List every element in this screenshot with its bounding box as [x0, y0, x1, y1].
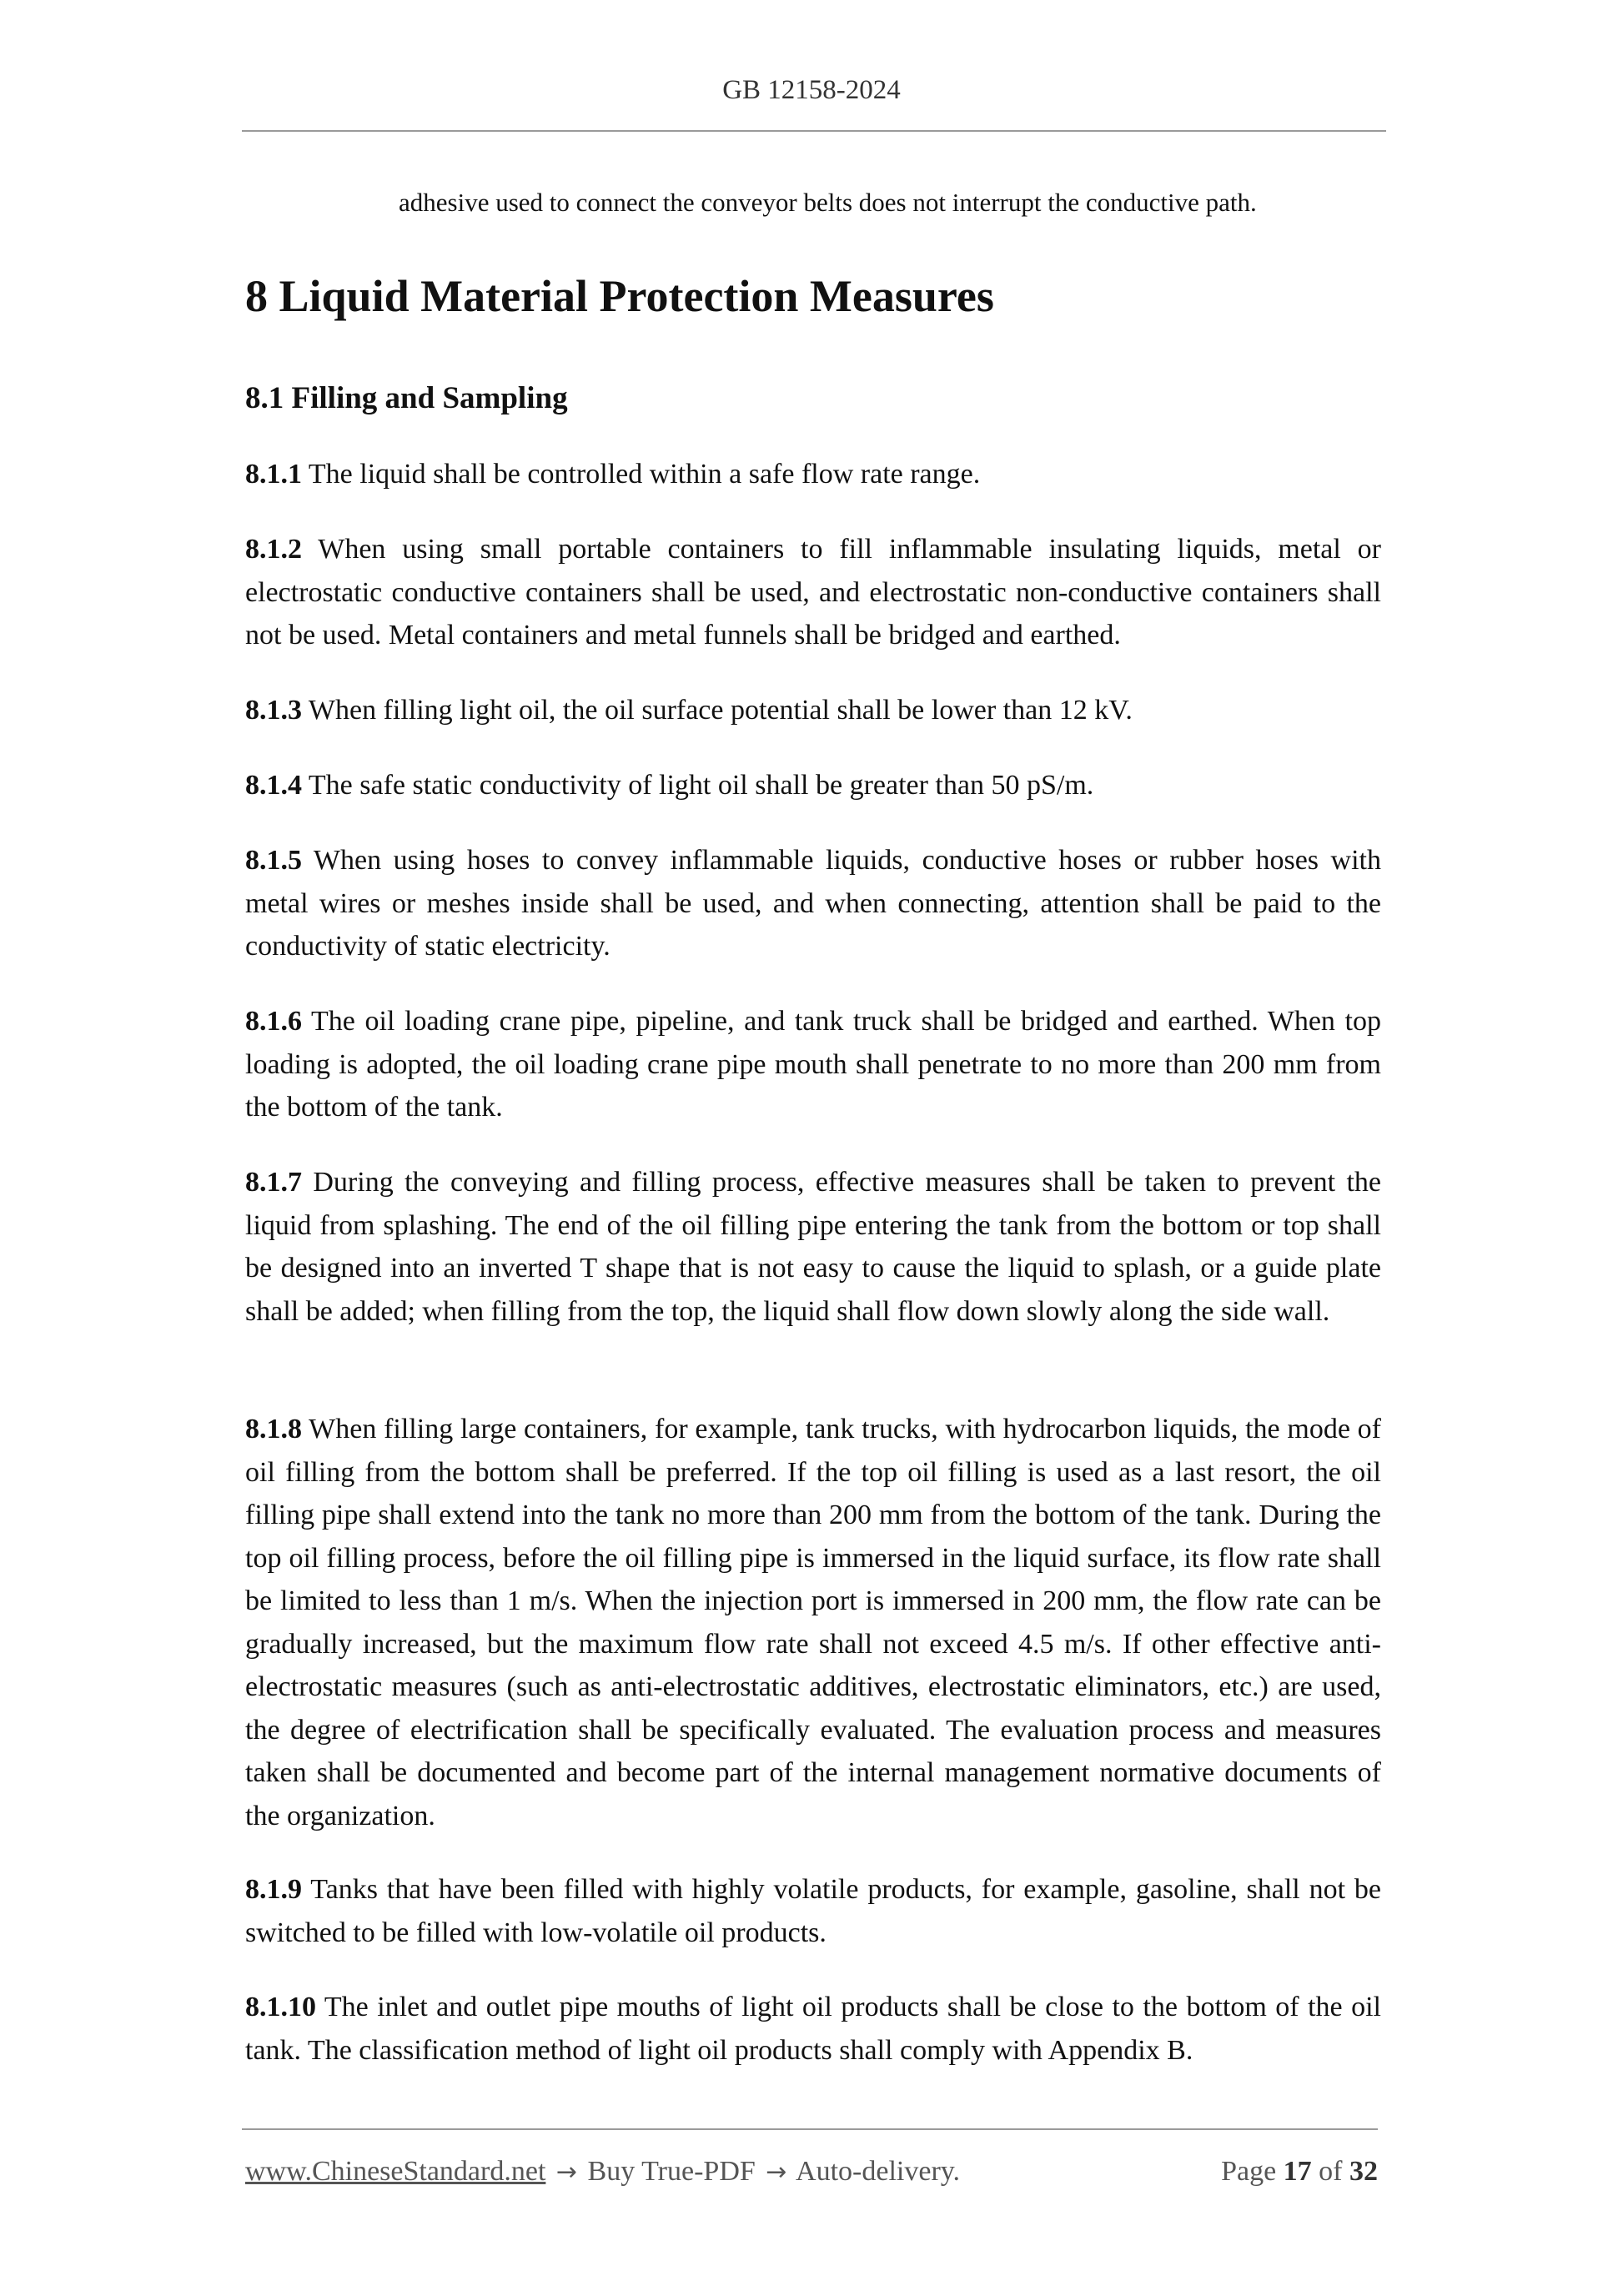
clause-number: 8.1.10: [245, 1992, 316, 2022]
buy-true-pdf-text: Buy True-PDF: [587, 2156, 756, 2187]
of-label: of: [1319, 2156, 1343, 2187]
clause-8-1-8: [245, 1408, 1381, 1837]
clause-text: When filling light oil, the oil surface potential shall be lower than 12 kV.: [308, 695, 1133, 726]
clause-text: The oil loading crane pipe, pipeline, and tank truck shall be bridged and earthed. When top loading is adopted, the oil loading crane pipe mouth shall penetrate to no more than 200 mm from the bottom of the tank.: [245, 1006, 1382, 1123]
clause-number: 8.1.3: [245, 695, 302, 726]
clause-8-1-4: [245, 764, 1381, 807]
clause-text: When using small portable containers to fill inflammable insulating liquids, metal or electrostatic conductive containers shall be used, and electrostatic non-conductive containers shall not be used. Metal containers and metal funnels shall be bridged and earthed.: [245, 534, 1382, 651]
arrow-right-icon: →: [766, 2158, 787, 2187]
document-header-title: GB 12158-2024: [722, 75, 901, 105]
clause-text: When filling large containers, for example, tank trucks, with hydrocarbon liquids, the mode of oil filling from the bottom shall be preferred. If the top oil filling is used as a last resort, the oil filling pipe shall extend into the tank no more than 200 mm from the bottom of the tank. During the top oil filling process, before the oil filling pipe is immersed in the liquid surface, its flow rate shall be limited to less than 1 m/s. When the injection port is immersed in 200 mm, the flow rate can be gradually increased, but the maximum flow rate shall not exceed 4.5 m/s. If other effective anti-electrostatic measures (such as anti-electrostatic additives, electrostatic eliminators, etc.) are used, the degree of electrification shall be specifically evaluated. The evaluation process and measures taken shall be documented and become part of the internal management normative documents of the organization.: [245, 1414, 1381, 1831]
clause-text: Tanks that have been filled with highly volatile products, for example, gasoline, shall not be switched to be filled with low-volatile oil products.: [245, 1874, 1381, 1948]
clause-text: The safe static conductivity of light oil shall be greater than 50 pS/m.: [308, 770, 1094, 801]
clause-8-1-10: [245, 1986, 1381, 2072]
footer-promo: [245, 2156, 960, 2188]
clause-text: The liquid shall be controlled within a safe flow rate range.: [308, 459, 981, 490]
clause-8-1-3: [245, 689, 1381, 732]
total-pages: 32: [1349, 2156, 1378, 2187]
header-divider: [242, 130, 1386, 132]
clause-text: When using hoses to convey inflammable liquids, conductive hoses or rubber hoses with metal wires or meshes inside shall be used, and when connecting, attention shall be paid to the conductivity of static electricity.: [245, 845, 1381, 962]
clause-number: 8.1.9: [245, 1874, 302, 1905]
clause-text: The inlet and outlet pipe mouths of light oil products shall be close to the bottom of the oil tank. The classification method of light oil products shall comply with Appendix B.: [245, 1992, 1381, 2066]
auto-delivery-text: Auto-delivery.: [796, 2156, 961, 2187]
section-heading: 8 Liquid Material Protection Measures: [245, 271, 994, 321]
clause-number: 8.1.4: [245, 770, 302, 801]
arrow-right-icon: →: [555, 2158, 578, 2187]
clause-8-1-9: [245, 1868, 1381, 1954]
page-label: Page: [1221, 2156, 1277, 2187]
clause-number: 8.1.1: [245, 459, 302, 490]
page-number: 17: [1283, 2156, 1312, 2187]
clause-8-1-5: [245, 839, 1381, 968]
continuation-paragraph: adhesive used to connect the conveyor belts does not interrupt the conductive path.: [399, 188, 1257, 217]
clause-8-1-1: [245, 453, 1381, 496]
page-indicator: [1178, 2156, 1378, 2188]
clause-number: 8.1.6: [245, 1006, 302, 1037]
clause-number: 8.1.2: [245, 534, 302, 565]
clause-number: 8.1.5: [245, 845, 302, 876]
clause-8-1-2: [245, 528, 1381, 657]
clause-8-1-6: [245, 1000, 1381, 1129]
site-link[interactable]: www.ChineseStandard.net: [245, 2156, 546, 2187]
subsection-heading: 8.1 Filling and Sampling: [245, 381, 568, 415]
clause-number: 8.1.7: [245, 1167, 302, 1198]
clause-8-1-7: [245, 1161, 1381, 1333]
clause-text: During the conveying and filling process, effective measures shall be taken to prevent the liquid from splashing. The end of the oil filling pipe entering the tank from the bottom or top shall be designed into an inverted T shape that is not easy to cause the liquid to splash, or a guide plate shall be added; when filling from the top, the liquid shall flow down slowly along the side wall.: [245, 1167, 1382, 1327]
footer-divider: [242, 2128, 1378, 2130]
clause-number: 8.1.8: [245, 1414, 302, 1444]
